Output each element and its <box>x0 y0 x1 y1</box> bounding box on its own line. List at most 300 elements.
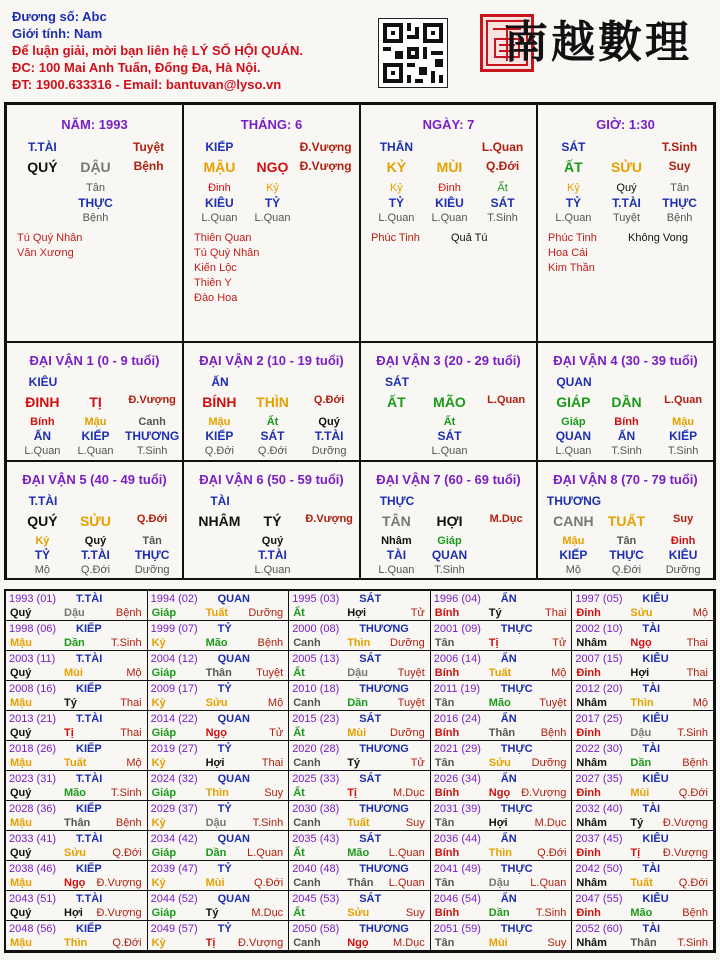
year-ten-god: THƯƠNG <box>359 803 409 815</box>
dai-van-stem-branch: THÌN <box>256 394 289 410</box>
dai-van-hidden-stem: Quý <box>318 416 340 428</box>
year-ten-god: TÀI <box>642 923 661 935</box>
year-cell <box>572 831 714 861</box>
year-ten-god: TỶ <box>217 623 232 635</box>
year-label: 2021 (29) <box>433 743 481 755</box>
year-cell <box>572 891 714 921</box>
year-cell <box>572 771 714 801</box>
logo-text: 南越數理 <box>504 17 692 68</box>
pillar-stem-branch: Đ.Vượng <box>299 159 352 173</box>
dai-van-title: ĐẠI VẬN 6 (50 - 59 tuổi) <box>199 472 344 487</box>
pillar-note: Phúc Tinh <box>371 232 420 244</box>
dai-van-1 <box>6 342 183 461</box>
year-stem: Quý <box>10 847 32 859</box>
year-cell <box>289 681 431 711</box>
year-label: 1995 (03) <box>292 593 340 605</box>
year-label: 2017 (25) <box>575 713 623 725</box>
dai-van-hidden-stem: Quý <box>84 535 107 547</box>
year-label: 2010 (18) <box>292 683 340 695</box>
pillar-note: Phúc Tinh <box>548 232 597 244</box>
year-stem: Giáp <box>151 787 177 799</box>
pillar-hidden: THỰC <box>662 196 697 210</box>
year-phase: T.Sinh <box>677 937 708 949</box>
year-branch: Thìn <box>64 937 88 949</box>
pillar-ten-god: KIẾP <box>205 140 234 154</box>
year-label: 2027 (35) <box>575 773 623 785</box>
year-branch: Dần <box>630 757 652 769</box>
year-label: 2049 (57) <box>150 923 198 935</box>
year-cell <box>6 771 148 801</box>
year-stem: Kỷ <box>151 757 166 769</box>
dai-van-phase: Mộ <box>34 564 51 576</box>
year-label: 1996 (04) <box>433 593 481 605</box>
year-ten-god: TÀI <box>642 863 661 875</box>
dai-van-stem-branch: BÍNH <box>202 394 237 410</box>
year-stem: Nhâm <box>576 877 607 889</box>
year-branch: Thìn <box>205 787 229 799</box>
dai-van-stem-branch: ĐINH <box>25 394 60 410</box>
year-stem: Kỷ <box>151 637 166 649</box>
year-branch: Mão <box>64 787 86 799</box>
year-label: 2045 (53) <box>292 893 340 905</box>
year-stem: Đinh <box>576 787 601 799</box>
year-stem: Quý <box>10 907 32 919</box>
year-cell <box>431 711 573 741</box>
year-label: 2004 (12) <box>150 653 198 665</box>
year-stem: Giáp <box>151 907 177 919</box>
dai-van-hidden-stem: Bính <box>614 416 639 428</box>
year-phase: T.Sinh <box>111 787 142 799</box>
year-stem: Bính <box>434 907 460 919</box>
year-ten-god: SÁT <box>359 773 382 785</box>
year-ten-god: TÀI <box>642 803 661 815</box>
year-ten-god: T.TÀI <box>76 773 103 785</box>
year-stem: Mậu <box>10 877 32 889</box>
year-ten-god: THƯƠNG <box>359 743 409 755</box>
year-cell <box>572 621 714 651</box>
pillar-hidden: Bệnh <box>666 212 693 224</box>
year-ten-god: KIÊU <box>642 833 669 845</box>
year-stem: Nhâm <box>576 937 607 949</box>
year-label: 2020 (28) <box>292 743 340 755</box>
year-phase: Q.Đới <box>678 877 708 889</box>
year-cell <box>289 891 431 921</box>
dai-van-stem-branch: ẤT <box>387 394 406 410</box>
year-cell <box>431 681 573 711</box>
year-cell <box>289 801 431 831</box>
year-cell <box>431 591 573 621</box>
pillar-ten-god: THÂN <box>379 140 414 154</box>
dai-van-stem-branch: TÝ <box>263 513 282 529</box>
dai-van-hidden-stem: Bính <box>30 416 55 428</box>
year-cell <box>148 801 290 831</box>
year-stem: Canh <box>293 877 321 889</box>
dai-van-stem-branch: TUẤT <box>607 513 646 529</box>
year-ten-god: THỰC <box>500 863 533 875</box>
dai-van-hidden-god: SÁT <box>437 429 462 443</box>
year-ten-god: KIẾP <box>76 923 102 935</box>
pillar-hidden: Kỷ <box>566 182 580 194</box>
qr-code-icon[interactable] <box>378 18 448 88</box>
year-ten-god: ẤN <box>500 653 517 665</box>
year-label: 2014 (22) <box>150 713 198 725</box>
year-branch: Tý <box>347 757 361 769</box>
year-cell <box>572 591 714 621</box>
dai-van-hidden-god: THỰC <box>134 548 170 562</box>
pillar-hidden: L.Quan <box>555 212 592 224</box>
year-label: 2036 (44) <box>433 833 481 845</box>
dai-van-phase: T.Sinh <box>611 445 642 457</box>
dai-van-2 <box>183 342 360 461</box>
year-phase: Q.Đới <box>537 847 567 859</box>
year-label: 2015 (23) <box>292 713 340 725</box>
year-branch: Tuất <box>64 757 87 769</box>
dai-van-title: ĐẠI VẬN 1 (0 - 9 tuổi) <box>29 353 160 368</box>
year-stem: Đinh <box>576 847 601 859</box>
year-cell <box>289 651 431 681</box>
dai-van-hidden-god: ẤN <box>617 429 636 443</box>
pillar-hidden: T.TÀI <box>612 196 641 210</box>
year-ten-god: KIẾP <box>76 743 102 755</box>
year-phase: Bệnh <box>115 607 142 619</box>
year-ten-god: QUAN <box>217 653 250 665</box>
pillar-hidden: T.Sinh <box>487 212 518 224</box>
year-phase: Suy <box>405 817 425 829</box>
dai-van-phase: Dưỡng <box>134 564 170 576</box>
year-phase: Mộ <box>126 757 142 769</box>
year-label: 1999 (07) <box>150 623 198 635</box>
dai-van-title: ĐẠI VẬN 3 (20 - 29 tuổi) <box>376 353 521 368</box>
dai-van-ten-god: QUAN <box>556 375 592 389</box>
year-branch: Tị <box>488 637 499 649</box>
year-cell <box>148 591 290 621</box>
year-phase: Đ.Vượng <box>662 817 708 829</box>
dai-van-3 <box>360 342 537 461</box>
pillar-note: Tú Quý Nhân <box>194 247 260 259</box>
pillar-hidden: Đinh <box>208 182 231 194</box>
year-stem: Tân <box>434 637 455 649</box>
dai-van-stem-branch: TÂN <box>382 513 411 529</box>
pillar-note: Thiên Quan <box>194 232 252 244</box>
year-ten-god: SÁT <box>359 713 382 725</box>
dai-van-hidden-stem: Giáp <box>561 416 586 428</box>
year-phase: L.Quan <box>388 847 425 859</box>
pillar-title: NGÀY: 7 <box>422 117 475 132</box>
year-label: 2009 (17) <box>150 683 198 695</box>
year-phase: Q.Đới <box>112 847 142 859</box>
year-ten-god: T.TÀI <box>76 893 103 905</box>
year-branch: Thân <box>64 817 91 829</box>
year-stem: Tân <box>434 697 455 709</box>
year-label: 1997 (05) <box>575 593 623 605</box>
year-stem: Tân <box>434 937 455 949</box>
dai-van-hidden-stem: Tân <box>616 535 637 547</box>
chart-grid <box>4 102 716 580</box>
year-phase: T.Sinh <box>111 637 142 649</box>
year-stem: Đinh <box>576 667 601 679</box>
year-ten-god: TỶ <box>217 743 232 755</box>
year-stem: Nhâm <box>576 697 607 709</box>
contact-phone-email: ĐT: 1900.633316 - Email: bantuvan@lyso.vn <box>12 77 282 92</box>
year-label: 2013 (21) <box>9 713 57 725</box>
dai-van-stem-branch: Đ.Vượng <box>128 394 176 406</box>
year-ten-god: SÁT <box>359 653 382 665</box>
year-cell <box>6 801 148 831</box>
year-label: 2050 (58) <box>292 923 340 935</box>
year-cell <box>6 891 148 921</box>
dai-van-hidden-stem: Mậu <box>562 535 585 547</box>
dai-van-hidden-stem: Giáp <box>437 535 462 547</box>
dai-van-stem-branch: MÃO <box>433 394 466 410</box>
dai-van-title: ĐẠI VẬN 8 (70 - 79 tuổi) <box>553 472 698 487</box>
pillar-hidden: Quý <box>616 182 637 194</box>
pillar-note: Tú Quý Nhân <box>17 232 83 244</box>
year-phase: M.Dục <box>251 907 284 919</box>
year-phase: Q.Đới <box>678 787 708 799</box>
year-cell <box>148 921 290 951</box>
pillar-hidden: Ất <box>497 182 508 194</box>
dai-van-hidden-stem: Tân <box>142 535 162 547</box>
year-phase: T.Sinh <box>535 907 567 919</box>
dai-van-phase: Q.Đới <box>80 564 111 576</box>
year-phase: T.Sinh <box>677 727 708 739</box>
year-label: 1993 (01) <box>9 593 57 605</box>
year-stem: Đinh <box>576 907 601 919</box>
year-phase: Mộ <box>551 667 567 679</box>
year-branch: Tuất <box>630 877 653 889</box>
pillar-2 <box>183 104 360 342</box>
year-stem: Bính <box>434 727 460 739</box>
year-branch: Dậu <box>630 727 652 739</box>
contact-address: ĐC: 100 Mai Anh Tuấn, Đống Đa, Hà Nội. <box>12 60 261 75</box>
year-cell <box>148 741 290 771</box>
pillar-note: Văn Xương <box>17 247 74 259</box>
dai-van-title: ĐẠI VẬN 7 (60 - 69 tuổi) <box>376 472 521 487</box>
year-label: 2038 (46) <box>9 863 57 875</box>
year-ten-god: KIẾP <box>76 863 102 875</box>
year-branch: Ngọ <box>630 637 652 649</box>
dai-van-stem-branch: Q.Đới <box>313 394 345 406</box>
dai-van-hidden-god: SÁT <box>260 429 285 443</box>
pillar-hidden: SÁT <box>490 196 515 210</box>
year-branch: Mùi <box>488 937 508 949</box>
year-phase: Q.Đới <box>112 937 142 949</box>
year-label: 2042 (50) <box>575 863 623 875</box>
year-label: 2037 (45) <box>575 833 623 845</box>
year-ten-god: TỶ <box>217 683 232 695</box>
year-cell <box>289 711 431 741</box>
year-stem: Nhâm <box>576 817 607 829</box>
dai-van-stem-branch: NHÂM <box>198 513 241 529</box>
year-branch: Hợi <box>347 607 367 619</box>
year-ten-god: THƯƠNG <box>359 683 409 695</box>
dai-van-phase: Dưỡng <box>311 445 347 457</box>
year-stem: Ất <box>293 907 305 919</box>
year-ten-god: T.TÀI <box>76 713 103 725</box>
year-cell <box>431 861 573 891</box>
year-cell <box>289 621 431 651</box>
year-label: 2023 (31) <box>9 773 57 785</box>
dai-van-hidden-stem: Ất <box>266 416 279 428</box>
year-cell <box>572 711 714 741</box>
dai-van-phase: T.Sinh <box>434 564 465 576</box>
year-cell <box>289 921 431 951</box>
dai-van-phase: Q.Đới <box>204 445 234 457</box>
year-label: 2000 (08) <box>292 623 340 635</box>
year-ten-god: T.TÀI <box>76 653 103 665</box>
year-ten-god: KIẾP <box>76 803 102 815</box>
dai-van-hidden-god: T.TÀI <box>314 429 344 443</box>
year-label: 2022 (30) <box>575 743 623 755</box>
dai-van-hidden-god: T.TÀI <box>258 548 287 562</box>
dai-van-phase: L.Quan <box>378 564 415 576</box>
dai-van-stem-branch: L.Quan <box>664 394 703 406</box>
year-branch: Tuất <box>205 607 228 619</box>
pillar-hidden: KIÊU <box>205 196 234 210</box>
year-branch: Dần <box>64 637 85 649</box>
year-branch: Thân <box>347 877 374 889</box>
year-branch: Tuất <box>347 817 370 829</box>
year-stem: Quý <box>10 667 32 679</box>
year-stem: Đinh <box>576 727 601 739</box>
year-cell <box>431 801 573 831</box>
year-phase: Tuyệt <box>256 667 284 679</box>
year-label: 2039 (47) <box>150 863 198 875</box>
year-phase: Tuyệt <box>397 697 425 709</box>
year-branch: Dần <box>205 847 227 859</box>
year-phase: Mộ <box>126 667 142 679</box>
year-stem: Tân <box>434 877 455 889</box>
pillar-hidden: L.Quan <box>378 212 415 224</box>
pillar-ten-god: Đ.Vượng <box>299 140 352 154</box>
year-stem: Quý <box>10 607 32 619</box>
year-branch: Mùi <box>205 877 225 889</box>
year-ten-god: THƯƠNG <box>359 923 409 935</box>
pillar-hidden: TỶ <box>388 196 405 210</box>
year-cell <box>431 771 573 801</box>
year-branch: Sửu <box>205 697 228 709</box>
year-cell <box>572 681 714 711</box>
year-label: 2003 (11) <box>9 653 56 665</box>
year-cell <box>289 831 431 861</box>
year-phase: Suy <box>547 937 567 949</box>
pillar-4 <box>537 104 714 342</box>
year-stem: Mậu <box>10 817 32 829</box>
year-branch: Mùi <box>64 667 83 679</box>
dai-van-stem-branch: M.Dục <box>489 513 523 525</box>
year-stem: Canh <box>293 697 321 709</box>
dai-van-stem-branch: Suy <box>673 513 694 525</box>
year-label: 2005 (13) <box>292 653 340 665</box>
year-ten-god: TỶ <box>217 803 232 815</box>
year-ten-god: KIÊU <box>642 773 669 785</box>
year-branch: Ngọ <box>347 937 369 949</box>
dai-van-ten-god: T.TÀI <box>28 494 58 508</box>
year-cell <box>431 651 573 681</box>
year-ten-god: KIÊU <box>642 893 669 905</box>
year-branch: Mùi <box>347 727 367 739</box>
pillar-stem-branch: NGỌ <box>256 159 289 175</box>
year-phase: Thai <box>120 727 142 739</box>
year-stem: Kỷ <box>151 817 166 829</box>
year-ten-god: ẤN <box>500 713 517 725</box>
year-ten-god: TÀI <box>642 623 661 635</box>
year-ten-god: THƯƠNG <box>359 863 409 875</box>
year-phase: Thai <box>686 637 708 649</box>
year-stem: Bính <box>434 787 460 799</box>
dai-van-hidden-god: KIẾP <box>669 429 698 443</box>
year-branch: Sửu <box>347 907 370 919</box>
pillar-ten-god: T.TÀI <box>28 140 57 154</box>
dai-van-phase: Q.Đới <box>257 445 288 457</box>
year-branch: Dậu <box>64 607 85 619</box>
dai-van-4 <box>537 342 714 461</box>
year-phase: L.Quan <box>388 877 425 889</box>
year-stem: Giáp <box>151 727 177 739</box>
year-stem: Ất <box>293 607 305 619</box>
year-phase: Bệnh <box>682 907 708 919</box>
dai-van-hidden-stem: Canh <box>138 416 166 428</box>
year-label: 2048 (56) <box>9 923 57 935</box>
year-stem: Ất <box>293 787 305 799</box>
dai-van-hidden-stem: Kỷ <box>35 535 50 547</box>
year-label: 1998 (06) <box>9 623 57 635</box>
pillar-stem-branch: ẤT <box>564 159 583 175</box>
pillar-hidden: Tân <box>670 182 690 194</box>
year-label: 2024 (32) <box>150 773 198 785</box>
year-ten-god: THỰC <box>500 923 533 935</box>
pillar-hidden: L.Quan <box>201 212 238 224</box>
year-branch: Thân <box>205 667 232 679</box>
pillar-stem-branch: MẬU <box>203 159 236 175</box>
year-branch: Mão <box>347 847 370 859</box>
year-stem: Kỷ <box>151 937 166 949</box>
year-cell <box>6 861 148 891</box>
pillar-ten-god: L.Quan <box>481 140 524 154</box>
year-ten-god: QUAN <box>217 893 250 905</box>
yearly-table <box>4 589 716 953</box>
dai-van-ten-god: KIÊU <box>28 375 58 389</box>
year-phase: Thai <box>261 757 284 769</box>
year-branch: Hợi <box>630 667 650 679</box>
pillar-title: GIỜ: 1:30 <box>596 117 655 132</box>
year-ten-god: TỶ <box>217 923 232 935</box>
dai-van-hidden-god: QUAN <box>431 548 468 562</box>
dai-van-hidden-god: KIÊU <box>668 548 698 562</box>
pillar-hidden: L.Quan <box>431 212 468 224</box>
year-phase: M.Dục <box>534 817 567 829</box>
dai-van-hidden-stem: Đinh <box>670 535 696 547</box>
year-label: 2032 (40) <box>575 803 623 815</box>
header-info <box>12 8 303 93</box>
year-ten-god: T.TÀI <box>76 833 103 845</box>
year-cell <box>6 681 148 711</box>
year-branch: Tị <box>630 847 641 859</box>
year-cell <box>431 891 573 921</box>
year-label: 1994 (02) <box>150 593 198 605</box>
year-phase: Dưỡng <box>390 637 425 649</box>
year-branch: Dậu <box>205 817 227 829</box>
year-phase: Thai <box>544 607 567 619</box>
year-phase: Suy <box>405 907 425 919</box>
year-stem: Bính <box>434 607 460 619</box>
year-phase: Tuyệt <box>397 667 425 679</box>
year-cell <box>289 591 431 621</box>
year-label: 2001 (09) <box>433 623 481 635</box>
year-branch: Ngọ <box>205 727 227 739</box>
dai-van-phase: L.Quan <box>555 445 592 457</box>
year-branch: Sửu <box>64 847 87 859</box>
